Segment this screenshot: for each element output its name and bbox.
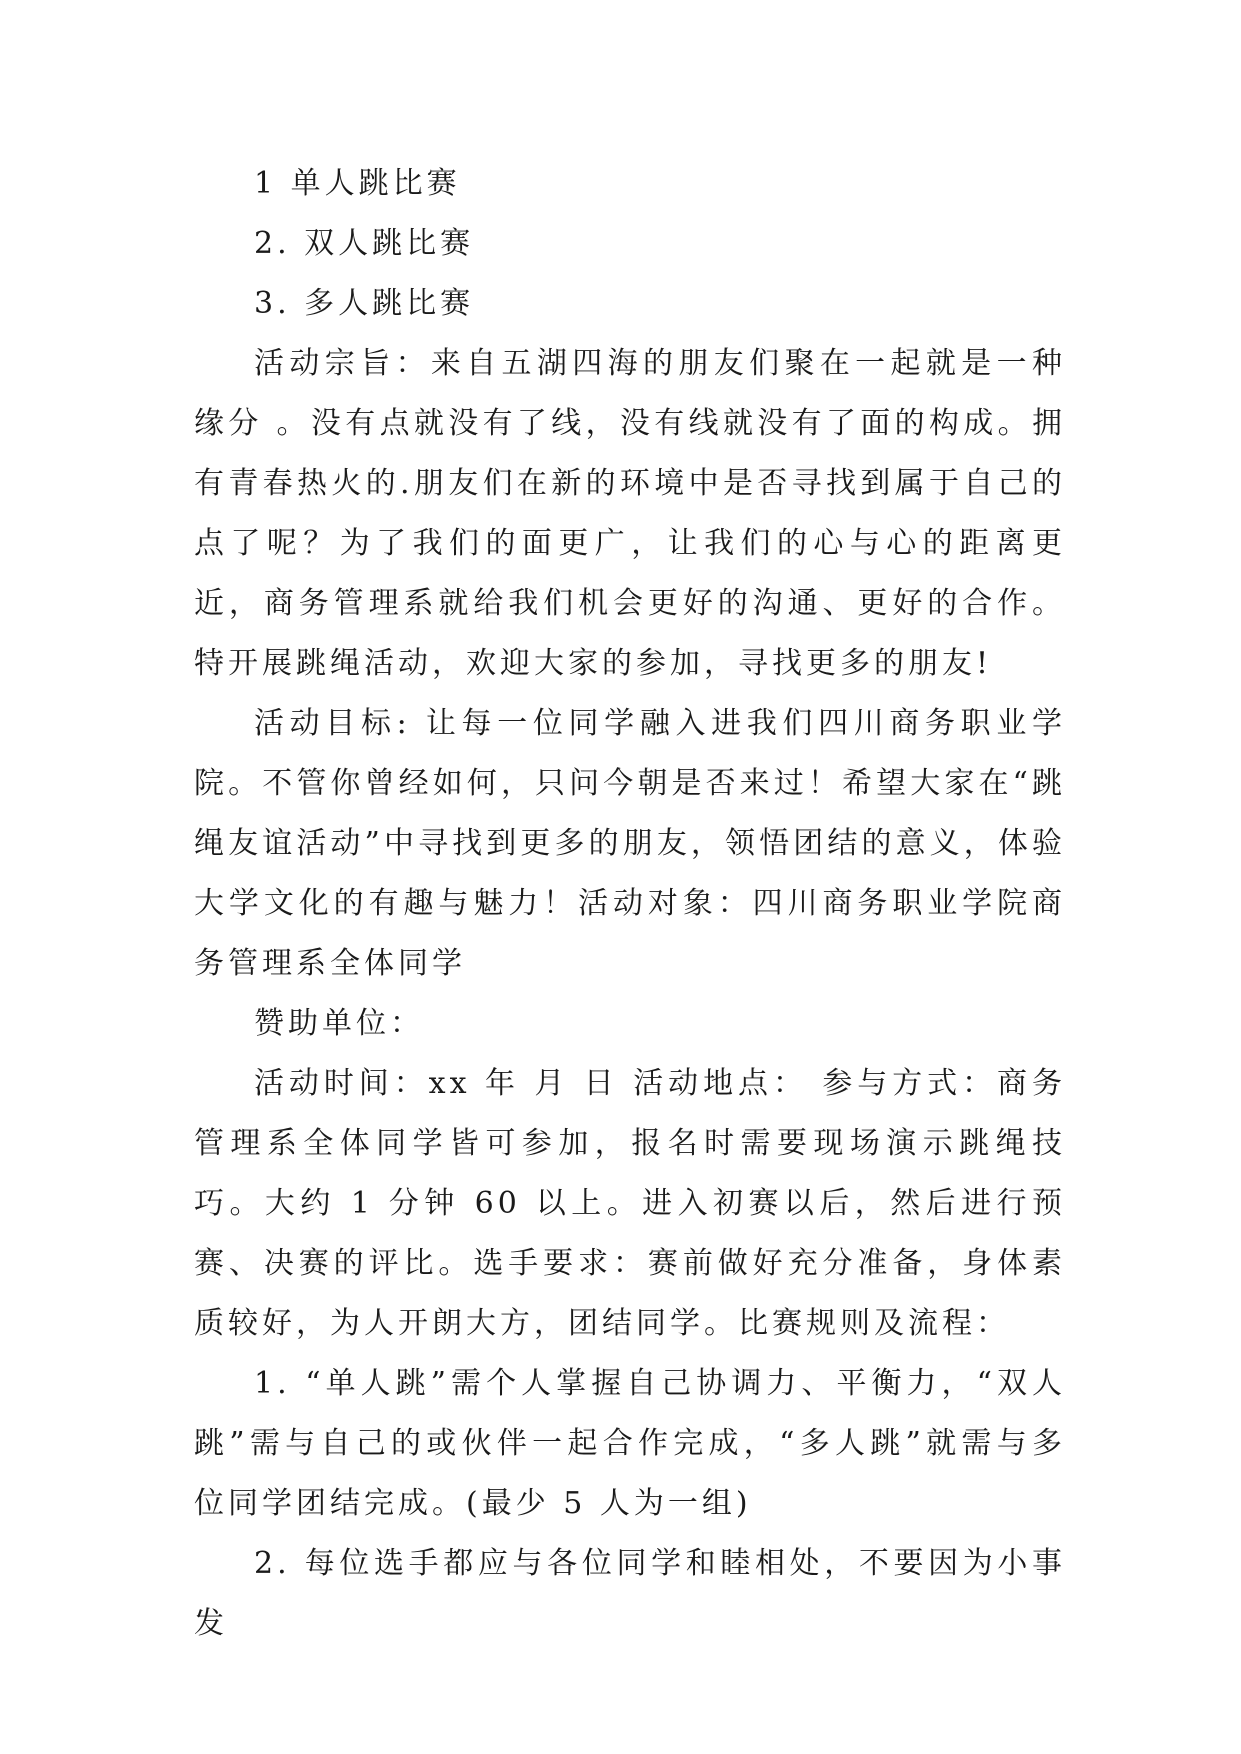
paragraph-item-3: 3. 多人跳比赛 — [254, 286, 475, 321]
paragraph-item-2: 2. 双人跳比赛 — [254, 226, 475, 261]
paragraph-sponsor: 赞助单位： — [254, 1006, 424, 1041]
paragraph-rule-1: 1. “单人跳”需个人掌握自己协调力、平衡力，“双人跳”需与自己的或伙伴一起合作完成，“多人跳”就需与多位同学团结完成。(最少 5 人为一组) — [194, 1366, 1066, 1521]
paragraph-activity-time: 活动时间：xx 年 月 日 活动地点： 参与方式：商务管理系全体同学皆可参加，报名时需要现场演示跳绳技巧。大约 1 分钟 60 以上。进入初赛以后，然后进行预赛、决赛的评比。选手要求：赛前做好充分准备，身体素质较好，为人开朗大方，团结同学。比赛规则及流程： — [194, 1066, 1066, 1341]
paragraph-activity-purpose: 活动宗旨：来自五湖四海的朋友们聚在一起就是一种缘分 。没有点就没有了线，没有线就没有了面的构成。拥有青春热火的.朋友们在新的环境中是否寻找到属于自己的点了呢？为了我们的面更广，让我们的心与心的距离更近，商务管理系就给我们机会更好的沟通、更好的合作。特开展跳绳活动，欢迎大家的参加，寻找更多的朋友! — [194, 346, 1066, 681]
paragraph-rule-2: 2. 每位选手都应与各位同学和睦相处，不要因为小事发 — [194, 1546, 1066, 1641]
document-body — [194, 154, 1066, 1654]
paragraph-item-1: 1 单人跳比赛 — [254, 166, 461, 201]
paragraph-activity-goal: 活动目标: 让每一位同学融入进我们四川商务职业学院。不管你曾经如何，只问今朝是否来过！希望大家在“跳绳友谊活动”中寻找到更多的朋友，领悟团结的意义，体验大学文化的有趣与魅力！活动对象：四川商务职业学院商务管理系全体同学 — [194, 706, 1066, 981]
